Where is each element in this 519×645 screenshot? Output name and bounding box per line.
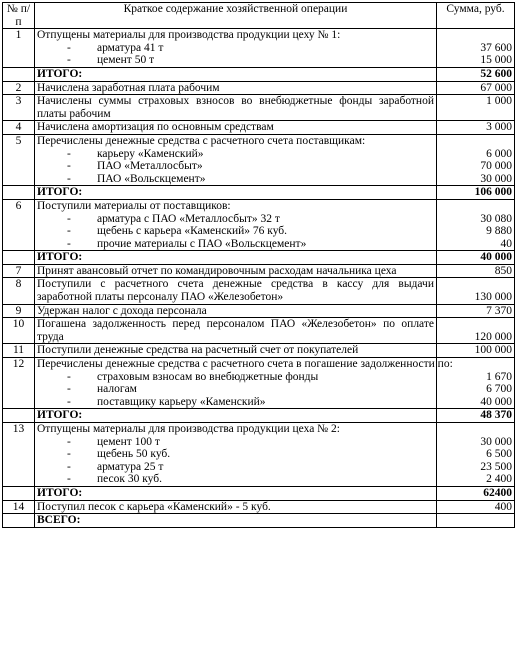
dash-marker: - (67, 237, 71, 250)
amount-spacer (439, 29, 512, 42)
sub-item (37, 383, 434, 396)
table-row (3, 423, 515, 487)
row-description: ИТОГО: (35, 186, 437, 200)
row-description: ИТОГО: (35, 486, 437, 500)
sub-item (37, 225, 434, 238)
document-page (2, 2, 515, 528)
row-description (35, 358, 453, 409)
sub-item-amount: 70 000 (480, 160, 512, 173)
row-description: Поступили денежные средства на расчетный счет от покупателей (35, 344, 437, 358)
table-header-row (3, 3, 515, 29)
table-row (3, 134, 515, 185)
row-amount: 400 (437, 500, 515, 514)
amount-spacer (439, 423, 512, 436)
sub-item-amount: 30 000 (480, 435, 512, 448)
sub-item-label: цемент 100 т (97, 435, 160, 448)
row-amount: 1 000 (437, 95, 515, 121)
dash-marker: - (67, 448, 71, 461)
table-row (3, 264, 515, 278)
sub-item-amount: 23 500 (480, 460, 512, 473)
row-description: Начислены суммы страховых взносов во внебюджетные фонды заработной платы рабочим (35, 95, 437, 121)
dash-marker: - (67, 473, 71, 486)
sub-item (37, 54, 434, 67)
row-description: Погашена задолженность перед персоналом ПАО «Железобетон» по оплате труда (35, 318, 437, 344)
sub-item-amount: 40 (500, 237, 512, 250)
row-description: Поступил песок с карьера «Каменский» - 5 куб. (35, 500, 437, 514)
total-row (3, 514, 515, 528)
row-description: Поступили с расчетного счета денежные средства в кассу для выдачи заработной платы персоналу ПАО «Железобетон» (35, 278, 437, 304)
row-description: ИТОГО: (35, 67, 437, 81)
sub-item-amount: 6 700 (486, 383, 512, 396)
row-number: 12 (3, 358, 35, 409)
sub-item (37, 238, 434, 251)
row-number: 10 (3, 318, 35, 344)
dash-marker: - (67, 172, 71, 185)
sub-item (37, 173, 434, 186)
row-number: 1 (3, 29, 35, 68)
row-description: Начислена заработная плата рабочим (35, 81, 437, 95)
row-amount: 52 600 (437, 67, 515, 81)
dash-marker: - (67, 383, 71, 396)
row-number (3, 514, 35, 528)
sub-item-label: страховым взносам во внебюджетные фонды (97, 370, 319, 383)
total-row (3, 409, 515, 423)
sub-item (37, 473, 434, 486)
header-number: № п/п (3, 3, 35, 29)
row-description (35, 423, 437, 487)
dash-marker: - (67, 147, 71, 160)
dash-marker: - (67, 212, 71, 225)
table-row (3, 358, 515, 409)
total-row (3, 486, 515, 500)
sub-item-label: налогам (97, 383, 137, 396)
sub-item-label: щебень с карьера «Каменский» 76 куб. (97, 225, 288, 238)
row-number: 11 (3, 344, 35, 358)
sub-item-label: арматура 25 т (97, 460, 164, 473)
row-number (3, 67, 35, 81)
row-amount: 120 000 (437, 318, 515, 344)
amount-spacer (439, 135, 512, 148)
table-row (3, 81, 515, 95)
operation-text: Перечислены денежные средства с расчетного счета в погашение задолженности по: (37, 358, 453, 371)
row-amount: 130 000 (437, 278, 515, 304)
sub-item-label: арматура 41 т (97, 41, 164, 54)
row-number (3, 486, 35, 500)
sub-item-label: арматура с ПАО «Металлосбыт» 32 т (97, 212, 280, 225)
row-number: 14 (3, 500, 35, 514)
table-row (3, 500, 515, 514)
sub-item-amount: 9 880 (486, 225, 512, 238)
row-amount (437, 199, 515, 250)
row-number (3, 409, 35, 423)
row-amount: 100 000 (437, 344, 515, 358)
row-description: ВСЕГО: (35, 514, 437, 528)
row-amount: 106 000 (437, 186, 515, 200)
header-amount: Сумма, руб. (437, 3, 515, 29)
row-number: 5 (3, 134, 35, 185)
dash-marker: - (67, 395, 71, 408)
row-description: Начислена амортизация по основным средствам (35, 121, 437, 135)
row-number: 6 (3, 199, 35, 250)
table-row (3, 304, 515, 318)
row-description: Принят авансовый отчет по командировочным расходам начальника цеха (35, 264, 437, 278)
sub-item (37, 42, 434, 55)
row-amount (437, 29, 515, 68)
row-amount: 7 370 (437, 304, 515, 318)
row-number: 2 (3, 81, 35, 95)
table-row (3, 199, 515, 250)
sub-item (37, 436, 434, 449)
sub-item (37, 160, 434, 173)
row-amount (437, 423, 515, 487)
operation-text: Отпущены материалы для производства продукции цеха № 2: (37, 423, 340, 435)
amount-spacer (439, 200, 512, 213)
row-number (3, 186, 35, 200)
sub-item-amount: 1 670 (486, 370, 512, 383)
row-number: 13 (3, 423, 35, 487)
total-row (3, 251, 515, 265)
table-row (3, 29, 515, 68)
dash-marker: - (67, 41, 71, 54)
sub-item (37, 448, 434, 461)
row-number (3, 251, 35, 265)
row-amount: 67 000 (437, 81, 515, 95)
table-row (3, 278, 515, 304)
row-number: 7 (3, 264, 35, 278)
row-description (35, 134, 437, 185)
row-amount (437, 514, 515, 528)
row-number: 3 (3, 95, 35, 121)
header-description: Краткое содержание хозяйственной операции (35, 3, 437, 29)
sub-item-label: прочие материалы с ПАО «Вольскцемент» (97, 237, 307, 250)
dash-marker: - (67, 160, 71, 173)
table-row (3, 318, 515, 344)
row-number: 8 (3, 278, 35, 304)
sub-item-amount: 15 000 (480, 54, 512, 67)
row-number: 9 (3, 304, 35, 318)
dash-marker: - (67, 460, 71, 473)
sub-item-label: песок 30 куб. (97, 473, 162, 486)
sub-item-label: поставщику карьеру «Каменский» (97, 395, 266, 408)
dash-marker: - (67, 225, 71, 238)
sub-item (37, 396, 434, 409)
operation-text: Перечислены денежные средства с расчетного счета поставщикам: (37, 134, 366, 147)
row-amount (437, 134, 515, 185)
row-description: ИТОГО: (35, 409, 437, 423)
operation-text: Отпущены материалы для производства продукции цеху № 1: (37, 29, 341, 42)
row-description (35, 199, 437, 250)
sub-item-amount: 37 600 (480, 41, 512, 54)
sub-item (37, 461, 434, 474)
sub-item-amount: 40 000 (480, 395, 512, 408)
row-description (35, 29, 437, 68)
row-number: 4 (3, 121, 35, 135)
sub-item-amount: 6 500 (486, 448, 512, 461)
total-row (3, 67, 515, 81)
table-row (3, 344, 515, 358)
row-description: ИТОГО: (35, 251, 437, 265)
sub-item (37, 371, 434, 384)
row-description: Удержан налог с дохода персонала (35, 304, 437, 318)
sub-item-label: ПАО «Металлосбыт» (97, 160, 203, 173)
table-row (3, 95, 515, 121)
sub-item-amount: 30 080 (480, 212, 512, 225)
row-amount: 3 000 (437, 121, 515, 135)
sub-item (37, 213, 434, 226)
sub-item-label: ПАО «Вольскцемент» (97, 172, 206, 185)
operations-table (2, 2, 515, 528)
sub-item-label: щебень 50 куб. (97, 448, 171, 461)
dash-marker: - (67, 435, 71, 448)
table-body (3, 29, 515, 528)
sub-item-amount: 30 000 (480, 172, 512, 185)
table-row (3, 121, 515, 135)
sub-item-amount: 2 400 (486, 473, 512, 486)
dash-marker: - (67, 370, 71, 383)
row-amount: 62400 (437, 486, 515, 500)
sub-item-label: карьеру «Каменский» (97, 147, 204, 160)
row-amount: 850 (437, 264, 515, 278)
dash-marker: - (67, 54, 71, 67)
sub-item (37, 148, 434, 161)
sub-item-label: цемент 50 т (97, 54, 155, 67)
total-row (3, 186, 515, 200)
sub-item-amount: 6 000 (486, 147, 512, 160)
operation-text: Поступили материалы от поставщиков: (37, 199, 231, 212)
row-amount: 48 370 (437, 409, 515, 423)
row-amount: 40 000 (437, 251, 515, 265)
